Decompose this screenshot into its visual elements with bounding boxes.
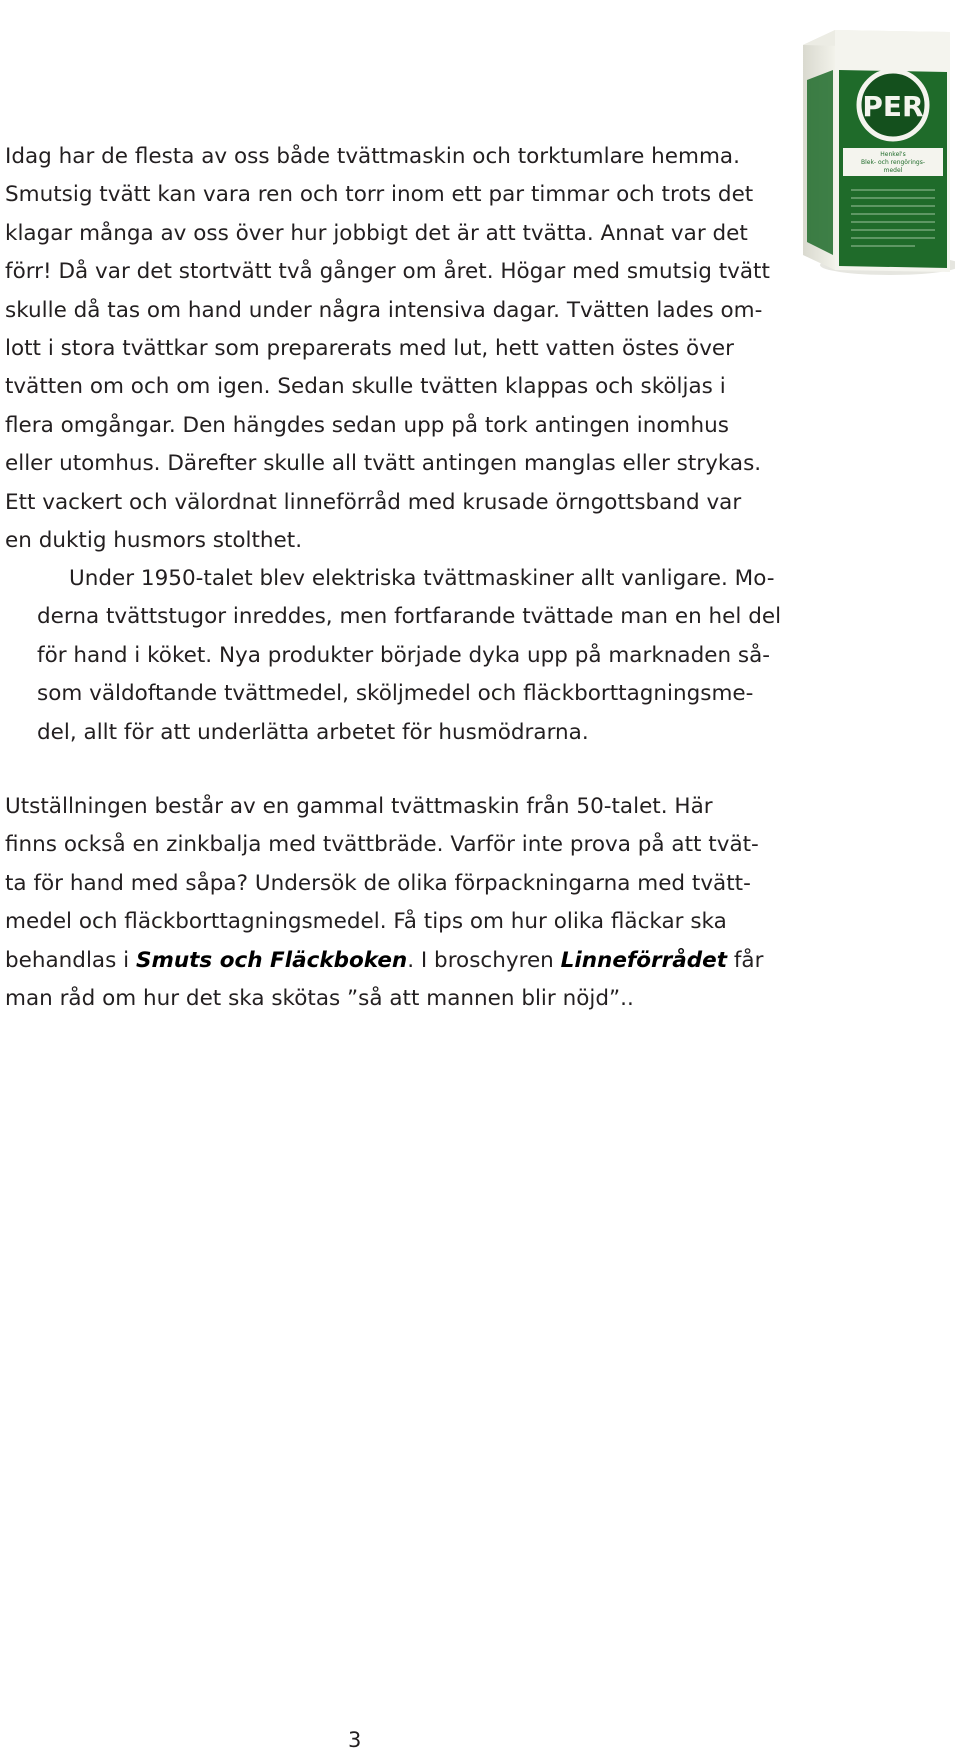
- text-segment: . I broschyren: [407, 947, 561, 973]
- paragraph-2-line: som väldoftande tvättmedel, sköljmedel och fläckborttagningsme-: [37, 681, 754, 707]
- paragraph-1-line: eller utomhus. Därefter skulle all tvätt antingen manglas eller strykas.: [5, 451, 762, 477]
- paragraph-3: [5, 788, 765, 1018]
- book-title-smuts-och-flackboken: Smuts och Fläckboken: [135, 947, 408, 973]
- paragraph-1-line: Idag har de flesta av oss både tvättmaskin och torktumlare hemma.: [5, 144, 740, 169]
- paragraph-1-line: klagar många av oss över hur jobbigt det är att tvätta. Annat var det: [5, 220, 748, 246]
- paragraph-1-line: Ett vackert och välordnat linneförråd med krusade örngottsband var: [5, 489, 742, 515]
- paragraph-3-line: medel och fläckborttagningsmedel. Få tips om hur olika fläckar ska: [5, 909, 727, 935]
- paragraph-2-line: för hand i köket. Nya produkter började dyka upp på marknaden så-: [37, 642, 771, 668]
- paragraph-3-line: man råd om hur det ska skötas ”så att mannen blir nöjd”..: [5, 986, 634, 1012]
- book-title-linneforradet: Linneförrådet: [560, 947, 728, 973]
- page-number: 3: [348, 1728, 362, 1752]
- text-segment: får: [727, 947, 764, 973]
- paragraph-2-line: Under 1950-talet blev elektriska tvättmaskiner allt vanligare. Mo-: [69, 566, 775, 591]
- paragraph-1-line: tvätten om och om igen. Sedan skulle tvätten klappas och sköljas i: [5, 374, 726, 400]
- package-label-line3: medel: [883, 167, 903, 174]
- paragraph-2-line: derna tvättstugor inreddes, men fortfarande tvättade man en hel del: [37, 604, 782, 630]
- paragraph-1-line: Smutsig tvätt kan vara ren och torr inom ett par timmar och trots det: [5, 182, 754, 208]
- paragraph-3-line: finns också en zinkbalja med tvättbräde. Varför inte prova på att tvät-: [5, 832, 759, 858]
- package-logo-text: PER: [862, 90, 924, 123]
- paragraph-1-line: lott i stora tvättkar som preparerats med lut, hett vatten östes över: [5, 336, 734, 362]
- text-segment: behandlas i: [5, 947, 136, 973]
- paragraph-1-line: förr! Då var det stortvätt två gånger om året. Högar med smutsig tvätt: [5, 259, 770, 285]
- detergent-package-image: [795, 10, 955, 280]
- paragraph-3-line: Utställningen består av en gammal tvättmaskin från 50-talet. Här: [5, 794, 713, 819]
- paragraph-3-line-with-titles: [5, 942, 765, 980]
- paragraph-1-line: flera omgångar. Den hängdes sedan upp på tork antingen inomhus: [5, 412, 729, 438]
- package-label-line1: Henkel's: [880, 151, 906, 158]
- paragraph-3-line: ta för hand med såpa? Undersök de olika förpackningarna med tvätt-: [5, 870, 751, 896]
- paragraph-1: [5, 138, 770, 560]
- paragraph-1-line: en duktig husmors stolthet.: [5, 528, 303, 554]
- paragraph-2: [5, 560, 782, 752]
- package-label-line2: Blek- och rengörings-: [860, 159, 926, 166]
- paragraph-2-line: del, allt för att underlätta arbetet för husmödrarna.: [37, 719, 589, 745]
- paragraph-1-line: skulle då tas om hand under några intensiva dagar. Tvätten lades om-: [5, 297, 763, 323]
